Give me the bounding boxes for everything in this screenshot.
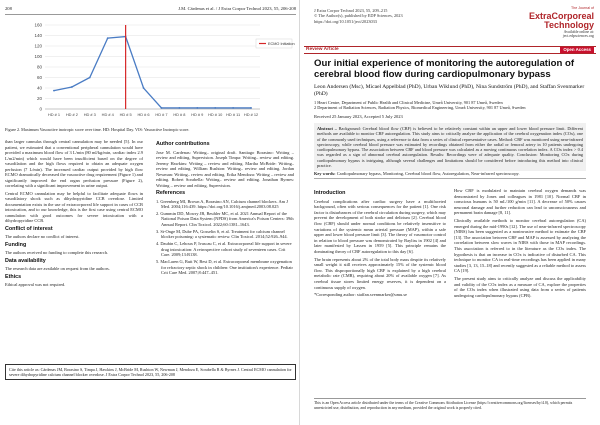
data-point (250, 107, 252, 109)
section-body: The authors declare no conflict of interest. (5, 234, 80, 239)
logo-name-1: ExtraCorporeal (528, 10, 594, 21)
y-tick-label: 40 (36, 85, 42, 91)
section-body: The research data are available on request from the authors. (5, 266, 110, 271)
data-point (178, 107, 180, 109)
abstract-box (314, 123, 586, 171)
keywords (314, 171, 586, 179)
intro-column-2 (454, 188, 586, 300)
data-point (232, 107, 234, 109)
section-ethics (5, 275, 143, 288)
received-dates: Received 25 January 2023, Accepted 5 July 2023 (314, 114, 403, 119)
section-conflict (5, 227, 143, 240)
data-point (107, 37, 109, 39)
logo-available: Available online at: (563, 29, 594, 34)
vis-line-chart (5, 17, 296, 125)
section-data-availability (5, 259, 143, 272)
affiliations (314, 100, 586, 111)
left-page (5, 6, 296, 420)
section-heading: Data availability (5, 257, 46, 264)
y-tick-label: 120 (34, 43, 42, 49)
abstract-label: Abstract – (317, 126, 337, 131)
cite-box: Cite this article as: Cárdenas JM, Borasino S, Timpa J, Hawkins J, McBride M, Rushton W, Newman J, Mendoza E, Sorabella R & Byrnes J. Central ECMO cannulation for severe dihydropyridine calcium channel blocker overdose. J Extra Corpor Technol 2023, 55, 206-208 (5, 364, 296, 380)
affiliation: 1 Heart Centre, Department of Public Health and Clinical Medicine, Umeå University, 901 87 Umeå, Sweden (314, 100, 503, 105)
license-footer: This is an Open Access article distributed under the terms of the Creative Commons Attribution License (https://creativecommons.org/licenses/by/4.0), which permits unrestricted use, distribution, and reproduction in any medium, provided the original work is properly cited. (314, 398, 586, 411)
x-tick-label: HD # 9 (191, 112, 204, 117)
paragraph: Clinically available methods to monitor cerebral autoregulation (CA) emerged during the mid-1990s [12]. The use of near-infrared spectroscopy (NIRS) has been suggested as a noninvasive method to estimate the CBF [13]. The association between CBF and MAP is assessed by analyzing the correlation between slow waves in NIRS with those in MAP recordings. This association is referred to in the literature as the COx index. The hypothesis is that an increase in COx is indicative of disturbed CA. This technique to monitor CA in real-time recordings has been applied in many studies [3, 13, 15–18] and recently suggested as a reliable method to assess CA [19]. (454, 217, 586, 274)
author-list: Leon Andersen (Msc), Micael Appelblad (PhD), Urban Wiklund (PhD), Nina Sundström (PhD), and Staffan Svenmarker (PhD) (314, 84, 585, 97)
intro-column-1 (314, 188, 446, 300)
x-tick-label: HD # 2 (65, 112, 78, 117)
x-tick-label: HD # 4 (101, 112, 114, 117)
journal-meta (314, 8, 403, 24)
x-tick-label: HD # 12 (243, 112, 259, 117)
contrib-heading: Author contributions (156, 141, 210, 147)
corresponding-author: *Corresponding author: staffan.svenmarker@umu.se (314, 292, 407, 298)
keywords-label: Key words: (314, 171, 336, 176)
journal-header (304, 6, 596, 44)
right-page (304, 6, 596, 420)
journal-copyright: © The Author(s), published by EDP Sciences, 2023 (314, 13, 403, 19)
y-tick-label: 0 (39, 106, 42, 112)
y-tick-label: 80 (36, 64, 42, 70)
data-point (161, 107, 163, 109)
x-tick-label: HD # 10 (208, 112, 223, 117)
section-funding (5, 243, 143, 256)
reference-item[interactable]: 2. Gummin DD, Mowry JB, Beuhler MC, et al. 2021 Annual Report of the National Poison Data System (NPDS) from America's Poison Centers: 39th Annual Report. Clin Toxicol. 2022;60:1381–1643. (156, 210, 294, 227)
paragraph: than larger cannulas through central cannulation may be needed [5]. In our patient, we estimated that a conventional peripheral cannulation would have provided a maximum blood flow of 3 L/min (80 ml/kg/min, cardiac index 2.9 L/m2/min) which would have been insufficient based on the degree of vasodilation and the high flows required to obtain an adequate oxygen perfusion (7 L/min). The increased cardiac output provided by high flow ECMO dramatically decreased the vasoactive drug requirement (Figure 1) and significantly improved the end organ perfusion pressure (Figure 2), correlating with a significant improvement in urine output. (5, 139, 143, 188)
paragraph: Cerebral complications after cardiac surgery have a multifaceted background, often with serious consequences for the patient [1]. One risk factor is disturbances of the cerebral circulation during surgery, which may prevent the development of both stroke and delirium [2]. Cerebral blood flow (CBF) should under normal conditions be relatively insensitive to variations of the systemic mean arterial pressure (MAP), within a safe upper and lower blood pressure limit [3]. The theory of vasomotor control in relation to blood pressure was demonstrated by Bayliss in 1902 [4] and later manifested by Lassen in 1959 [5]. This principle remains the dominating theory of CBF autoregulation to this day [6]. (314, 198, 446, 254)
legend-label: ECMO Initiation (268, 42, 295, 46)
section-body: The authors received no funding to complete this research. (5, 250, 109, 255)
right-column (156, 139, 294, 277)
y-tick-label: 60 (36, 75, 42, 81)
running-title: J.M. Cárdenas et al. / J Extra Corpor Technol 2023, 55, 206-208 (178, 6, 296, 11)
paragraph: How CBF is modulated to maintain cerebral oxygen demands was demonstrated by Jones and colleagues in 1981 [10]. Normal CBF in conscious humans is 50 mL/100 g/min [11]. A decrease of 50% causes neuronal damage and further reduction can lead to unconsciousness and permanent brain damage [8, 11]. (454, 188, 586, 216)
logo-name-2: Technology (544, 19, 594, 30)
section-body: Ethical approval was not required. (5, 282, 66, 287)
contrib-text: Jose M. Cardenas: Writing– original draft. Santiago Borasino: Writing – review and editing, Supervision. Joseph Timpa: Writing– review and editing. Jeremy Hawkins: Writing – review and editing. Martha McBride: Writing– review and editing. William Rushton: Writing– review and editing. Jordan Newman: Writing– review and editing. Erika Mendoza: Writing – review and editing. Robert Sorabella: Writing– review and editing. Jonathan Byrnes: Writing – review and editing, Supervision. (156, 149, 294, 188)
x-tick-label: HD # 3 (83, 112, 96, 117)
data-point (214, 107, 216, 109)
left-column (5, 139, 143, 290)
reference-item[interactable]: 4. Daubin C, Lehoux P, Ivascau C, et al. Extracorporeal life support in severe drug intoxication: A retrospective cohort study of seventeen cases. Crit Care. 2009;13:R138. (156, 241, 292, 258)
figure-caption: Figure 2. Maximum Vasoactive inotropic score over time. HD: Hospital Day. VIS: Vasoactive Inotropic score. (5, 127, 190, 132)
reference-item[interactable]: 3. St-Onge M, Dube PA, Gosselin S, et al. Treatment for calcium channel blocker poisoning: a systematic review. Clin Toxicol. 2014;52:926–944. (156, 228, 288, 240)
open-access-badge: Open Access (560, 47, 594, 53)
section-heading: Funding (5, 241, 27, 248)
journal-citation: J Extra Corpor Technol 2023, 55, 209–215 (314, 8, 388, 13)
y-tick-label: 20 (36, 96, 42, 102)
y-tick-label: 100 (34, 54, 42, 60)
y-tick-label: 140 (34, 33, 42, 39)
data-point (89, 77, 91, 79)
intro-heading: Introduction (314, 190, 346, 196)
x-tick-label: HD # 7 (155, 112, 168, 117)
data-point (53, 90, 55, 92)
section-heading: Ethics (5, 273, 22, 280)
article-type-bar (304, 46, 596, 54)
paragraph: The brain represents about 2% of the total body mass despite its relatively small weight it still receives approximately 15% of the systemic blood flow. This disproportionally high CBF is explained by a high cerebral metabolic rate (CMR), requiring about 20% of available oxygen [7]. As cerebral tissue stores limited energy reserves, it is dependent on a continuous supply of oxygen. (314, 256, 446, 290)
vis-series-line (54, 37, 251, 108)
logo-url[interactable]: ject.edpsciences.org (562, 34, 594, 39)
x-tick-label: HD # 6 (137, 112, 150, 117)
paragraph: Central ECMO cannulation may be helpful to facilitate adequate flows in vasodilatory shock such as dihydropyridine CCB overdose. Limited documentation exists in the use of extracorporeal life support in cases of CCB intoxication, and to our knowledge, this is the first case using central ECMO cannulation with good outcomes for severe intoxication with a dihydropyridine CCB. (5, 190, 143, 223)
article-title: Our initial experience of monitoring the autoregulation of cerebral blood flow during cardiopulmonary bypass (314, 58, 575, 80)
left-running-header (5, 6, 296, 15)
keywords-text: Cardiopulmonary bypass, Monitoring, Cerebral blood flow, Autoregulation, Near-infrared spectroscopy. (336, 171, 520, 176)
page-number: 208 (5, 6, 12, 11)
logo-top: The Journal of (571, 6, 594, 10)
journal-logo (502, 6, 594, 42)
journal-doi[interactable]: https://doi.org/10.1051/ject/2023033 (314, 18, 377, 24)
x-tick-label: HD # 1 (47, 112, 61, 117)
section-heading: Conflict of interest (5, 225, 53, 232)
y-tick-label: 160 (34, 22, 42, 28)
data-point (71, 86, 73, 88)
references-heading: References (156, 190, 186, 196)
x-tick-label: HD # 8 (173, 112, 186, 117)
article-kind: Review Article (306, 47, 339, 53)
page-spine (299, 0, 300, 425)
x-tick-label: HD # 11 (226, 112, 241, 117)
data-point (196, 107, 198, 109)
paragraph: The present study aims to critically analyze and discuss the applicability and validity of the COx index as a measure of CA, explore the properties of the COx index when illustrated using data from a series of patients undergoing cardiopulmonary bypass (CPB). (454, 275, 586, 298)
reference-item[interactable]: 5. MacLaren G, Butt W, Best D, et al. Extracorporeal membrane oxygenation for refractory septic shock in children: One institution's experience. Pediatr Crit Care Med. 2007;8:447–451. (156, 259, 293, 276)
abstract-text: Background: Cerebral blood flow (CBF) is believed to be relatively constant within an upper and lower blood pressure limit. Different methods are available to monitor CBF autoregulation. This study aims to critically analyze the application of the cerebral oxygenation index (COx), one of the commonly used techniques, using a reference to data from a series of clinical representative cases. Method: CBF was monitored using near-infrared spectroscopy, while cerebral blood pressure was estimated by recordings obtained from either the radial or femoral artery in 10 patients undergoing cardiopulmonary bypass. The association between CBF and blood pressure was calculated as a moving continuous correlation index. A COx index > 0.4 was regarded as a sign of abnormal cerebral autoregulation. Results: Recordings were of adequate quality. Conclusion: Monitoring COx during cardiopulmonary bypass is intriguing, although several challenges and limitations should be considered before introducing this method into clinical practice. (317, 126, 583, 169)
data-point (143, 87, 145, 89)
affiliation: 2 Department of Radiation Sciences, Radiation Physics, Biomedical Engineering, Umeå University, 901 87 Umeå, Sweden (314, 105, 526, 111)
reference-item[interactable]: 1. Greenberg MI, Brown A, Borasino AN, Calcium channel blockers. Am J Med. 2004;116:439. https://doi.org/10.1016/j.amjmed.2003.08.025 (156, 198, 288, 209)
x-tick-label: HD # 5 (119, 112, 132, 117)
